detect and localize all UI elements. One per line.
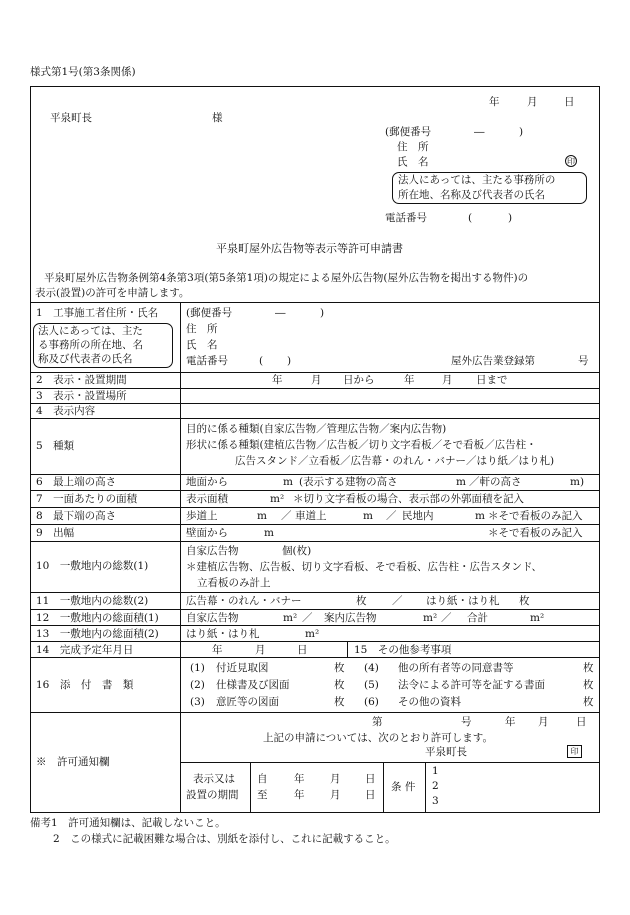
note-2: 2 この様式に記載困難な場合は、別紙を添付し、これに記載すること。 bbox=[53, 833, 396, 845]
area1-own-ads: 自家広告物 bbox=[186, 612, 239, 624]
area1-sep-1: ／ bbox=[302, 612, 313, 624]
contractor-postal-close: ) bbox=[320, 307, 325, 319]
contractor-phone-open: ( bbox=[259, 355, 264, 367]
permit-to-month: 月 bbox=[330, 789, 341, 801]
bottom-sidewalk-unit: m bbox=[257, 510, 267, 522]
intro-line-2: 表示(設置)の許可を申請します。 bbox=[35, 287, 190, 299]
period-from-year: 年 bbox=[272, 374, 283, 386]
row-label-top-height: 6 最上端の高さ bbox=[36, 476, 117, 488]
count2-sep: ／ bbox=[392, 595, 403, 607]
applicant-postal-dash: ― bbox=[474, 126, 485, 138]
count2-banner-unit: 枚 bbox=[356, 595, 367, 607]
top-height-eave: ／軒の高さ bbox=[469, 476, 522, 488]
completion-month: 月 bbox=[255, 644, 266, 656]
row-label-content: 4 表示内容 bbox=[36, 405, 96, 417]
attach-no-5: (5) bbox=[364, 679, 379, 691]
contractor-note-2: る事務所の所在地、名 bbox=[38, 339, 143, 351]
top-height-building: (表示する建物の高さ bbox=[299, 476, 398, 488]
permit-from-label: 自 bbox=[257, 773, 268, 785]
top-height-eave-unit: m) bbox=[570, 476, 585, 488]
area-label: 表示面積 bbox=[186, 493, 228, 505]
projection-note: ＊そで看板のみ記入 bbox=[488, 527, 583, 539]
area1-total-unit: m² bbox=[530, 612, 545, 624]
area1-guide-unit: m² bbox=[423, 612, 438, 624]
projection-unit: m bbox=[264, 527, 274, 539]
permit-to-day: 日 bbox=[365, 789, 376, 801]
date-month: 月 bbox=[527, 96, 538, 108]
period-to-month: 月 bbox=[442, 374, 453, 386]
corporate-note-line-2: 所在地、名称及び代表者の氏名 bbox=[398, 189, 545, 201]
applicant-address-label: 住 所 bbox=[397, 141, 429, 153]
applicant-phone-close: ) bbox=[508, 212, 513, 224]
bottom-note: ＊そで看板のみ記入 bbox=[488, 510, 583, 522]
count2-banner: 広告幕・のれん・バナー bbox=[186, 595, 302, 607]
row-label-total-area-2: 13 一敷地内の総面積(2) bbox=[36, 628, 159, 640]
area2-unit: m² bbox=[305, 628, 320, 640]
top-height-building-unit: m bbox=[456, 476, 466, 488]
contractor-note-1: 法人にあっては、主た bbox=[38, 325, 143, 337]
period-from-day: 日から bbox=[343, 374, 375, 386]
count1-unit: 個(枚) bbox=[282, 545, 312, 557]
bottom-private: 民地内 bbox=[402, 510, 434, 522]
row-label-type: 5 種類 bbox=[36, 440, 75, 452]
permit-condition-1: 1 bbox=[432, 765, 439, 777]
completion-day: 日 bbox=[297, 644, 308, 656]
contractor-address-label: 住 所 bbox=[186, 323, 218, 335]
area-note: ＊切り文字看板の場合、表示部の外郭面積を記入 bbox=[293, 493, 524, 505]
area-unit: m² bbox=[270, 493, 285, 505]
attach-unit-3: 枚 bbox=[334, 696, 345, 708]
area1-guide: 案内広告物 bbox=[324, 612, 377, 624]
permit-text: 上記の申請については、次のとおり許可します。 bbox=[263, 732, 493, 744]
permit-from-month: 月 bbox=[330, 773, 341, 785]
attach-no-1: (1) bbox=[190, 662, 205, 674]
attach-unit-4: 枚 bbox=[583, 662, 594, 674]
permit-condition-3: 3 bbox=[432, 795, 439, 807]
row-label-completion: 14 完成予定年月日 bbox=[36, 644, 134, 656]
bottom-roadway-unit: m bbox=[363, 510, 373, 522]
registry-number-label: 屋外広告業登録第 bbox=[451, 355, 535, 367]
bottom-sep-2: ／ bbox=[386, 510, 397, 522]
row-label-projection: 9 出幅 bbox=[36, 527, 75, 539]
applicant-phone-open: ( bbox=[468, 212, 473, 224]
contractor-phone-close: ) bbox=[287, 355, 292, 367]
row-label-reference: 15 その他参考事項 bbox=[354, 644, 452, 656]
attach-name-2: 仕様書及び図面 bbox=[216, 679, 290, 691]
permit-to-label: 至 bbox=[257, 789, 268, 801]
applicant-postal-close: ) bbox=[519, 126, 524, 138]
attach-unit-1: 枚 bbox=[334, 662, 345, 674]
row-label-attachments: 16 添 付 書 類 bbox=[36, 679, 134, 691]
contractor-note-3: 称及び代表者の氏名 bbox=[38, 353, 133, 365]
area2-poster: はり紙・はり札 bbox=[186, 628, 260, 640]
permit-year: 年 bbox=[505, 716, 516, 728]
intro-line-1: 平泉町屋外広告物条例第4条第3項(第5条第1項)の規定による屋外広告物(屋外広告物を掲出する物件)の bbox=[44, 272, 529, 284]
permit-day: 日 bbox=[576, 716, 587, 728]
count2-poster-unit: 枚 bbox=[519, 595, 530, 607]
attach-name-5: 法令による許可等を証する書面 bbox=[398, 679, 545, 691]
attach-name-1: 付近見取図 bbox=[216, 662, 269, 674]
permit-go: 号 bbox=[461, 716, 472, 728]
area1-own-unit: m² bbox=[283, 612, 298, 624]
form-number: 様式第1号(第3条関係) bbox=[30, 66, 136, 78]
permit-from-day: 日 bbox=[365, 773, 376, 785]
attach-unit-2: 枚 bbox=[334, 679, 345, 691]
corporate-note-line-1: 法人にあっては、主たる事務所の bbox=[398, 174, 556, 186]
type-shape-2: 広告スタンド／立看板／広告幕・のれん・バナー／はり紙／はり札) bbox=[235, 455, 555, 467]
top-height-unit: m bbox=[283, 476, 293, 488]
registry-number-suffix: 号 bbox=[578, 355, 589, 367]
count1-note-1: ＊建植広告物、広告板、切り文字看板、そで看板、広告柱・広告スタンド、 bbox=[186, 561, 543, 573]
form-title: 平泉町屋外広告物等表示等許可申請書 bbox=[216, 242, 403, 255]
row-label-permit: ※ 許可通知欄 bbox=[36, 756, 110, 768]
addressee: 平泉町長 bbox=[50, 112, 92, 124]
date-day: 日 bbox=[564, 96, 575, 108]
attach-unit-5: 枚 bbox=[583, 679, 594, 691]
contractor-phone-label: 電話番号 bbox=[186, 355, 228, 367]
period-to-day: 日まで bbox=[476, 374, 508, 386]
count2-poster: はり紙・はり札 bbox=[426, 595, 500, 607]
bottom-sidewalk: 歩道上 bbox=[186, 510, 218, 522]
row-label-total-count-1: 10 一敷地内の総数(1) bbox=[36, 560, 149, 572]
bottom-sep-1: ／ bbox=[281, 510, 292, 522]
area1-total: 合計 bbox=[467, 612, 488, 624]
type-shape-1: 形状に係る種類(建植広告物／広告板／切り文字看板／そで看板／広告柱・ bbox=[186, 439, 537, 451]
bottom-roadway: 車道上 bbox=[295, 510, 327, 522]
contractor-postal-dash: ― bbox=[275, 307, 286, 319]
permit-from-year: 年 bbox=[294, 773, 305, 785]
type-purpose: 目的に係る種類(自家広告物／管理広告物／案内広告物) bbox=[186, 423, 447, 435]
period-from-month: 月 bbox=[311, 374, 322, 386]
permit-seal-icon: 印 bbox=[567, 745, 582, 758]
projection-wall: 壁面から bbox=[186, 527, 228, 539]
attach-name-3: 意匠等の図面 bbox=[216, 696, 279, 708]
row-label-area: 7 一面あたりの面積 bbox=[36, 493, 138, 505]
date-year: 年 bbox=[489, 96, 500, 108]
attach-name-4: 他の所有者等の同意書等 bbox=[398, 662, 514, 674]
row-label-contractor: 1 工事施工者住所・氏名 bbox=[36, 307, 159, 319]
attach-no-4: (4) bbox=[364, 662, 379, 674]
applicant-phone-label: 電話番号 bbox=[385, 212, 427, 224]
permit-period-label-1: 表示又は bbox=[193, 773, 235, 785]
area1-sep-2: ／ bbox=[441, 612, 452, 624]
top-height-ground: 地面から bbox=[186, 476, 228, 488]
row-label-bottom-height: 8 最下端の高さ bbox=[36, 510, 117, 522]
row-label-total-area-1: 12 一敷地内の総面積(1) bbox=[36, 612, 159, 624]
attach-no-3: (3) bbox=[190, 696, 205, 708]
attach-no-2: (2) bbox=[190, 679, 205, 691]
bottom-private-unit: m bbox=[475, 510, 485, 522]
seal-icon: 印 bbox=[567, 157, 575, 166]
note-1: 備考1 許可通知欄は、記載しないこと。 bbox=[30, 817, 226, 829]
count1-note-2: 立看板のみ計上 bbox=[197, 577, 271, 589]
permit-mayor: 平泉町長 bbox=[425, 746, 467, 758]
row-label-location: 3 表示・設置場所 bbox=[36, 390, 127, 402]
permit-condition-label: 条 件 bbox=[391, 781, 416, 793]
permit-month: 月 bbox=[538, 716, 549, 728]
attach-no-6: (6) bbox=[364, 696, 379, 708]
count1-own-ads: 自家広告物 bbox=[186, 545, 239, 557]
row-label-period: 2 表示・設置期間 bbox=[36, 374, 127, 386]
applicant-name-label: 氏 名 bbox=[397, 156, 429, 168]
period-to-year: 年 bbox=[404, 374, 415, 386]
row-label-total-count-2: 11 一敷地内の総数(2) bbox=[36, 595, 149, 607]
contractor-postal-label: (郵便番号 bbox=[186, 307, 233, 319]
permit-period-label-2: 設置の期間 bbox=[186, 789, 239, 801]
permit-to-year: 年 bbox=[294, 789, 305, 801]
permit-dai: 第 bbox=[372, 716, 383, 728]
addressee-honorific: 様 bbox=[212, 112, 223, 124]
attach-unit-6: 枚 bbox=[583, 696, 594, 708]
attach-name-6: その他の資料 bbox=[398, 696, 461, 708]
contractor-name-label: 氏 名 bbox=[186, 339, 218, 351]
applicant-postal-label: (郵便番号 bbox=[385, 126, 432, 138]
completion-year: 年 bbox=[212, 644, 223, 656]
permit-condition-2: 2 bbox=[432, 780, 439, 792]
